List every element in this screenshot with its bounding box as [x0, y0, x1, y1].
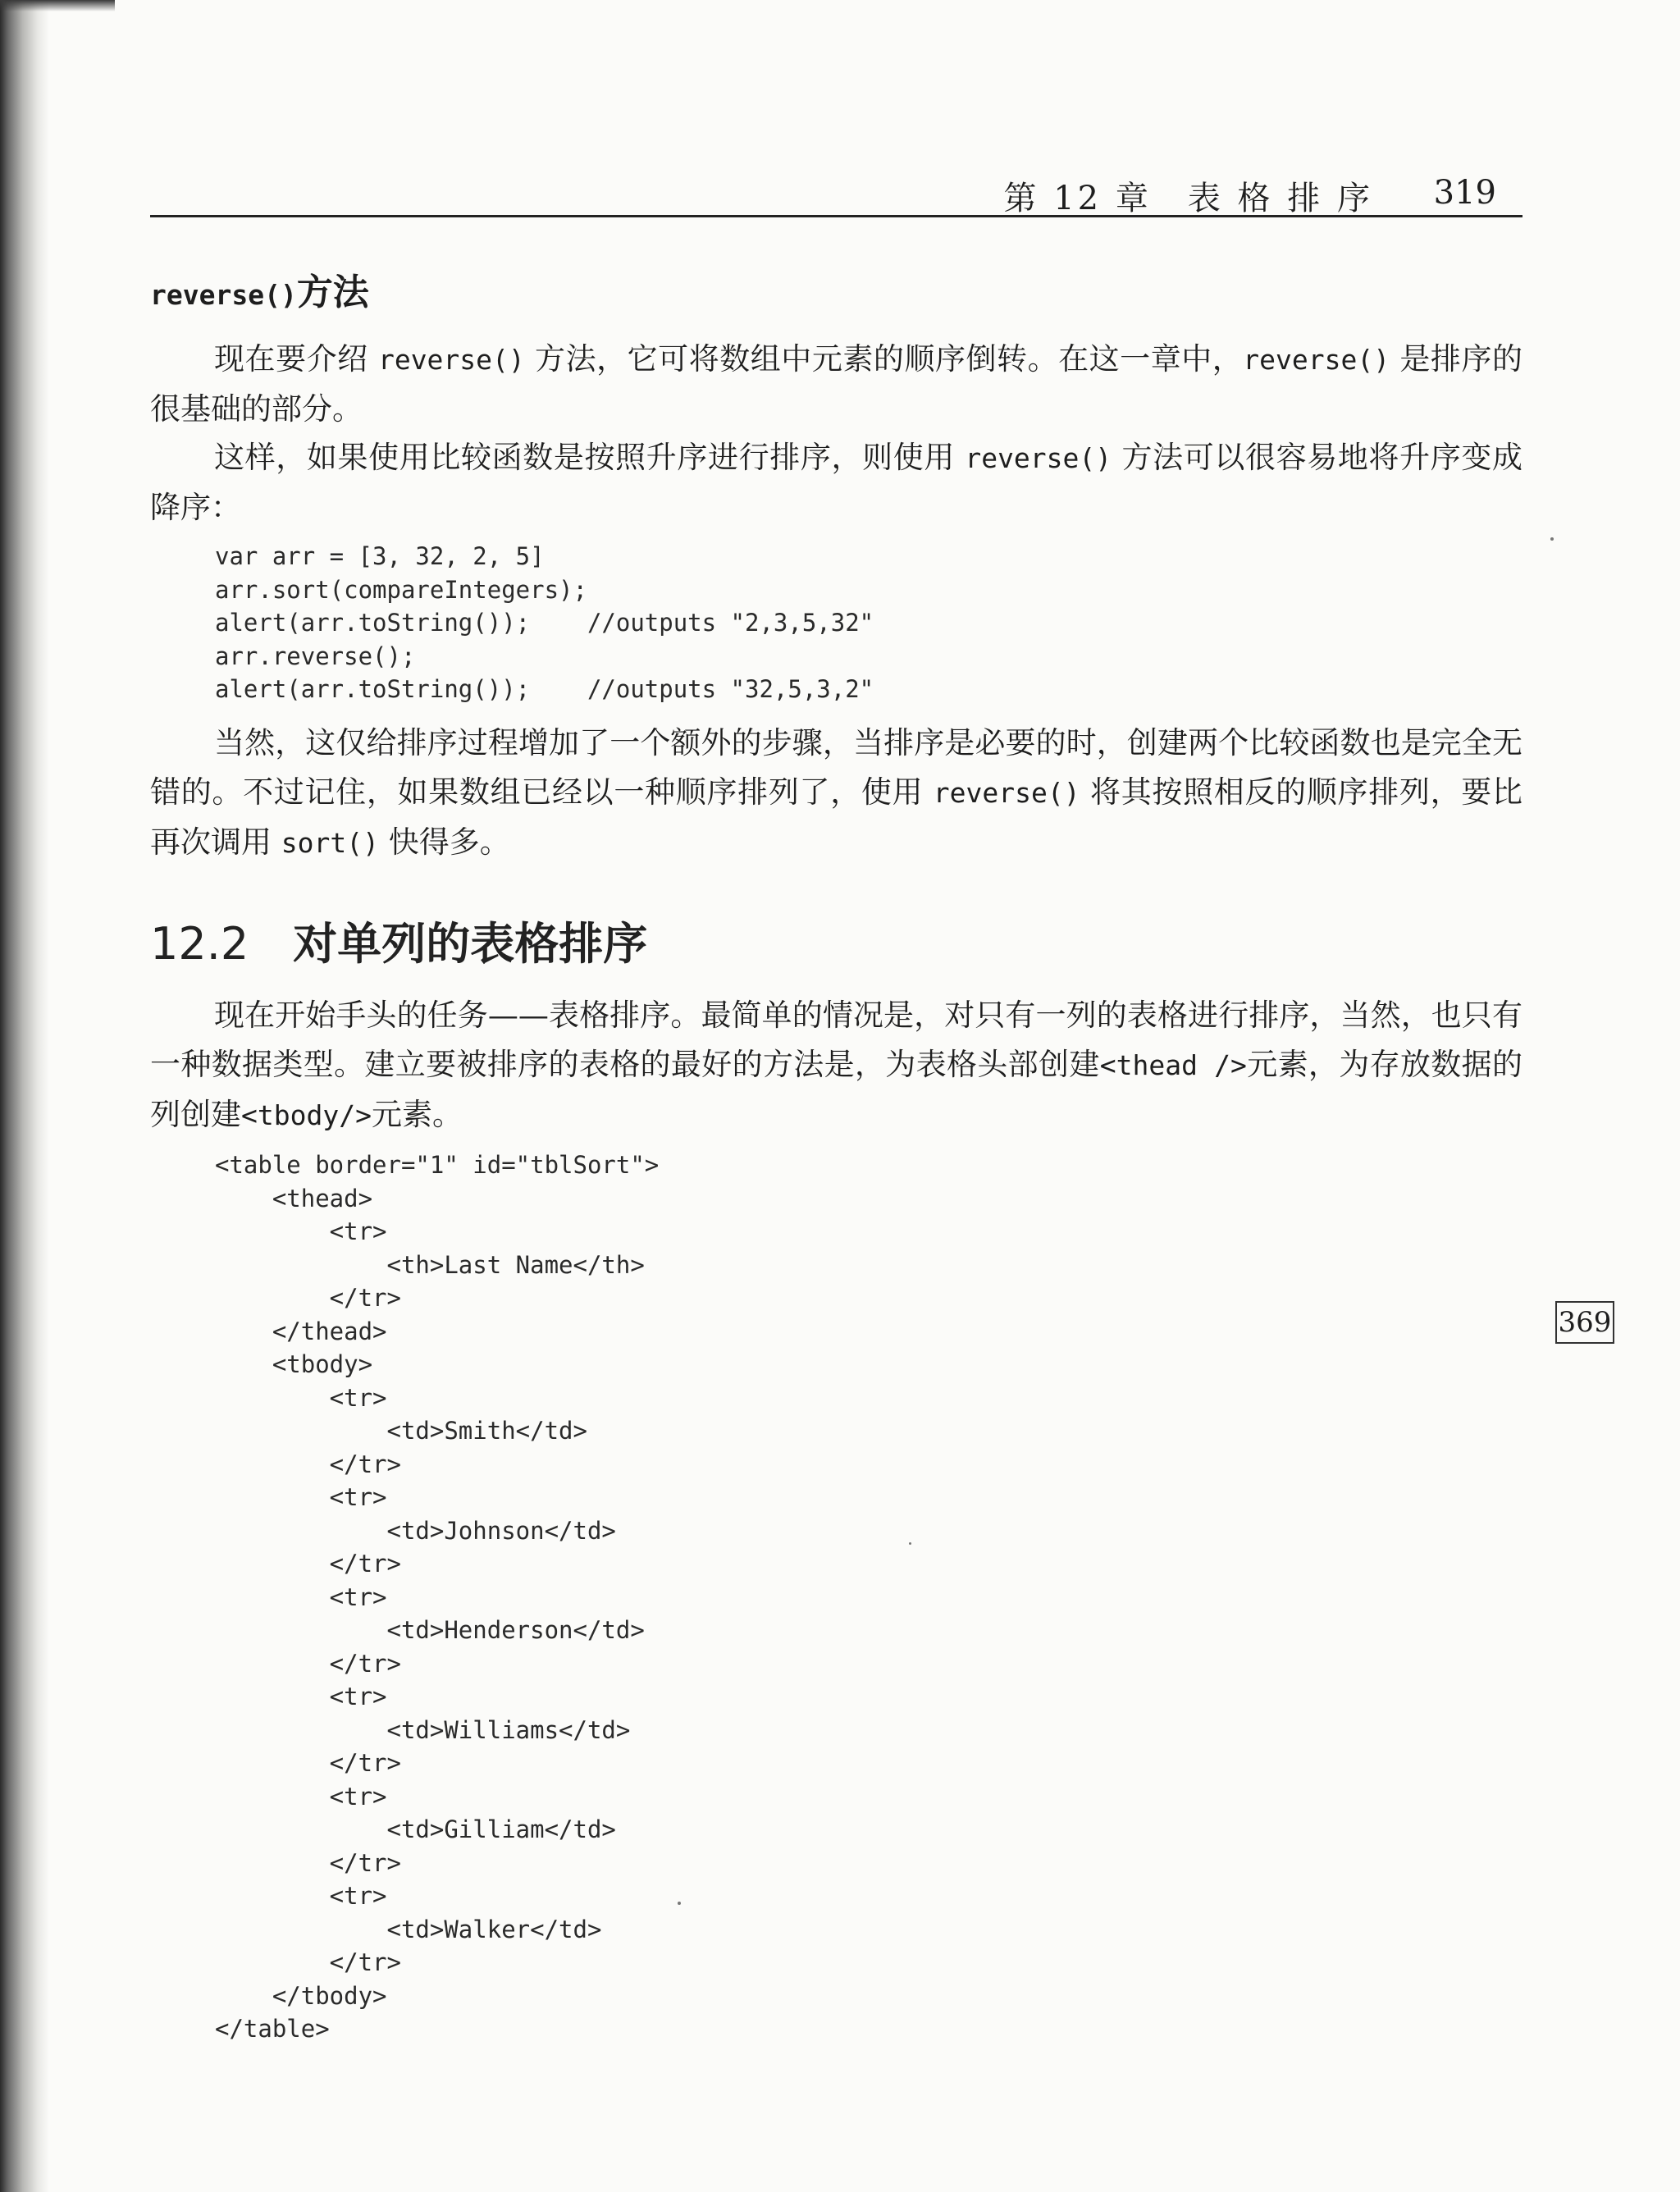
text: 元素。 — [371, 1097, 463, 1132]
inline-code: <thead /> — [1099, 1049, 1247, 1081]
section-number: 12.2 — [150, 918, 249, 970]
paragraph-table-sort-intro — [150, 991, 1522, 1140]
scan-speck — [678, 1902, 681, 1905]
heading-code: reverse() — [150, 279, 297, 311]
text: 元素，为存放数据的列创建 — [150, 1047, 1523, 1132]
text: 方法，它可将数组中元素的顺序倒转。在这一章中， — [524, 341, 1244, 377]
text: 当然，这仅给排序过程增加了一个额外的步骤，当排序是必要的时，创建两个比较函数也是完全无错的。不过记住，如果数组已经以一种顺序排列了，使用 — [150, 725, 1522, 810]
inline-code: reverse() — [1243, 344, 1390, 376]
text: 将其按照相反的顺序排列，要比再次调用 — [150, 774, 1523, 860]
scan-speck — [909, 1542, 911, 1545]
paragraph-reverse-intro — [150, 335, 1522, 434]
paragraph-reverse-note — [150, 719, 1522, 868]
inline-code: reverse() — [933, 777, 1080, 809]
text: 是排序的很基础的部分。 — [150, 341, 1522, 427]
page-number: 319 — [1433, 174, 1496, 212]
scan-speck — [1550, 537, 1554, 541]
text: 快得多。 — [378, 824, 510, 860]
heading-text: 方法 — [296, 272, 369, 313]
page-corner-shadow — [0, 0, 115, 11]
section-heading-reverse — [150, 263, 369, 315]
inline-code: sort() — [281, 827, 379, 859]
running-header — [150, 164, 1522, 217]
book-spine-shadow — [0, 0, 49, 2192]
chapter-title: 第 12 章 表 格 排 序 — [1003, 180, 1373, 217]
inline-code: reverse() — [965, 442, 1112, 474]
text: 现在开始手头的任务——表格排序。最简单的情况是，对只有一列的表格进行排序，当然，也只有一种数据类型。建立要被排序的表格的最好的方法是，为表格头部创建 — [150, 998, 1522, 1082]
margin-original-page-ref: 369 — [1555, 1301, 1614, 1344]
text: 现在要介绍 — [214, 341, 378, 377]
code-listing-reverse: var arr = [3, 32, 2, 5] arr.sort(compareIntegers); alert(arr.toString()); //outputs "2,3,5,32" arr.reverse(); alert(arr.toString()); //outputs "32,5,3,2" — [215, 542, 874, 703]
inline-code: <tbody/> — [241, 1099, 372, 1131]
section-heading-12-2 — [150, 909, 647, 972]
inline-code: reverse() — [377, 344, 525, 376]
paragraph-ascending-descending — [150, 433, 1522, 532]
code-listing-table: <table border="1" id="tblSort"> <thead> <tr> <th>Last Name</th> </tr> </thead> <tbody> <tr> <td>Smith</td> </tr> <tr> <td>Johnson</td> </tr> <tr> <td>Henderson</td> </tr> <tr> <td>Williams</td> </tr> <tr> <td>Gilliam</td> </tr> <tr> <td>Walker</td> </tr> </tbody> </table> — [215, 1151, 660, 2043]
section-title: 对单列的表格排序 — [293, 918, 648, 970]
text: 方法可以很容易地将升序变成降序： — [150, 440, 1522, 525]
text: 这样，如果使用比较函数是按照升序进行排序，则使用 — [214, 440, 966, 475]
